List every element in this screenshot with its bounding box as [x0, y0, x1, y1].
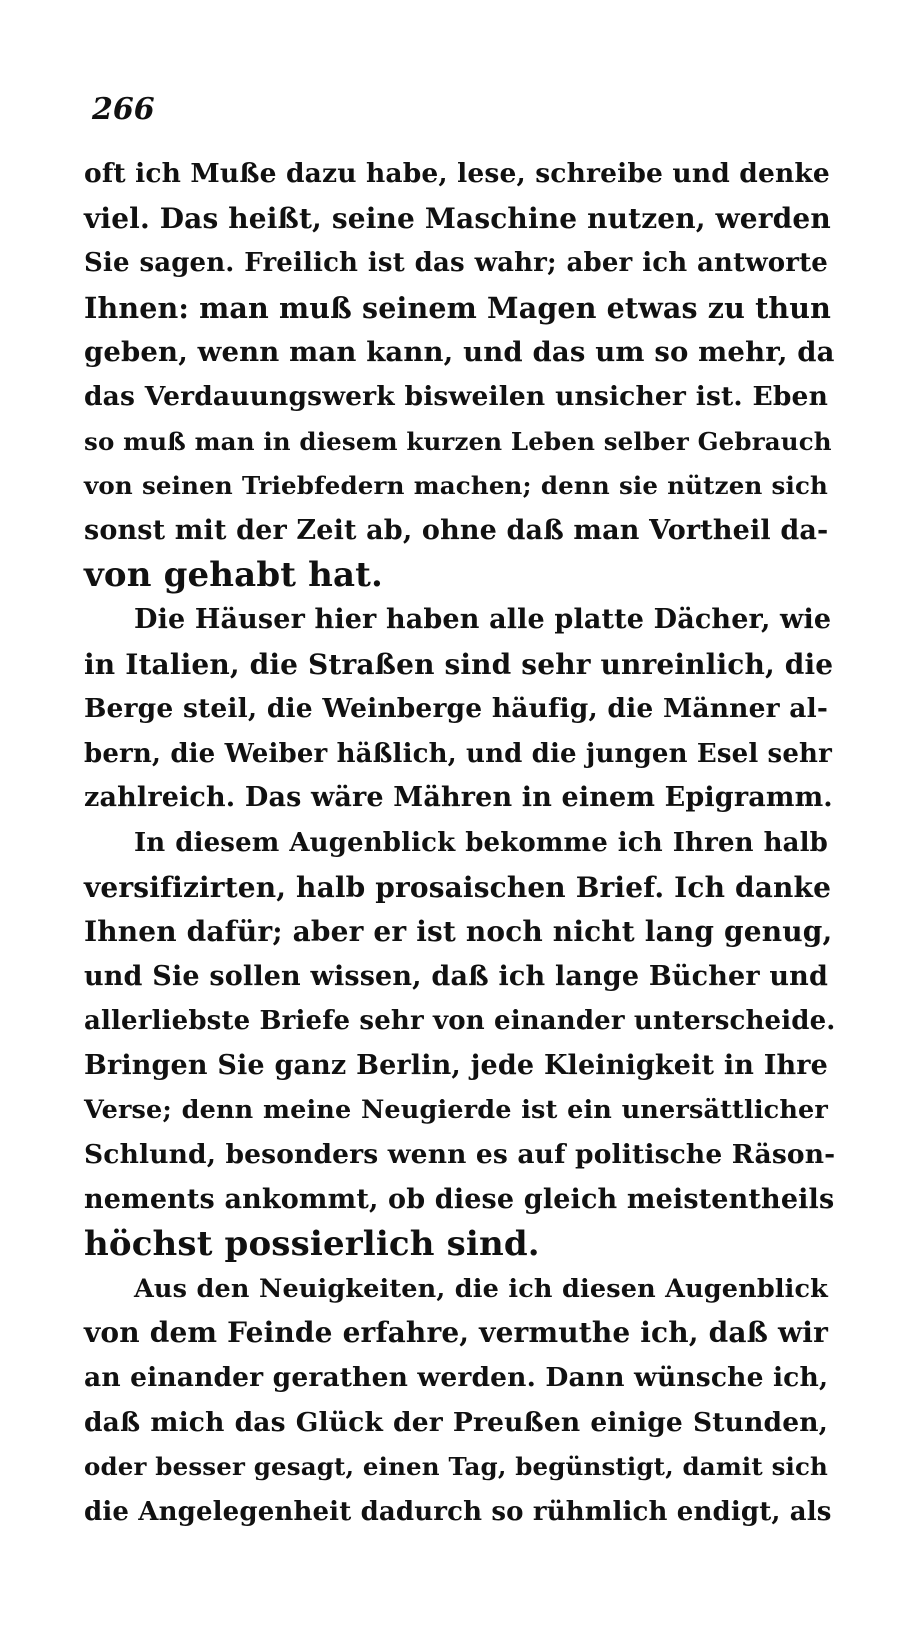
text-line: Schlund, besonders wenn es auf politische Räson- [84, 1139, 836, 1171]
text-line: von dem Feinde erfahre, vermuthe ich, daß wir [84, 1316, 828, 1350]
text-line: das Verdauungswerk bisweilen unsicher ist. Eben [84, 380, 828, 412]
text-line: Die Häuser hier haben alle platte Dächer, wie [134, 603, 832, 635]
text-line: die Angelegenheit dadurch so rühmlich endigt, als [84, 1496, 832, 1527]
text-line: Verse; denn meine Neugierde ist ein unersättlicher [84, 1095, 828, 1126]
text-line: Aus den Neuigkeiten, die ich diesen Augenblick [134, 1273, 828, 1304]
text-line: allerliebste Briefe sehr von einander unterscheide. [84, 1006, 836, 1037]
text-line: von gehabt hat. [84, 555, 384, 596]
text-line: Bringen Sie ganz Berlin, jede Kleinigkeit in Ihre [84, 1049, 828, 1081]
text-line: geben, wenn man kann, und das um so mehr, da [84, 336, 835, 369]
text-line: Sie sagen. Freilich ist das wahr; aber ich antworte [84, 248, 828, 279]
text-line: sonst mit der Zeit ab, ohne daß man Vortheil da- [84, 514, 829, 546]
text-line: oft ich Muße dazu habe, lese, schreibe und denke [84, 158, 830, 189]
page-number: 266 [92, 92, 155, 127]
text-line: daß mich das Glück der Preußen einige Stunden, [84, 1406, 828, 1438]
text-line: nements ankommt, ob diese gleich meistentheils [84, 1183, 835, 1215]
text-line: bern, die Weiber häßlich, und die jungen Esel sehr [84, 738, 832, 769]
text-line: an einander gerathen werden. Dann wünsche ich, [84, 1362, 829, 1394]
text-line: oder besser gesagt, einen Tag, begünstigt, damit sich [84, 1452, 828, 1482]
text-line: Ihnen dafür; aber er ist noch nicht lang genug, [84, 915, 833, 949]
text-line: zahlreich. Das wäre Mähren in einem Epigramm. [84, 782, 833, 814]
text-line: und Sie sollen wissen, daß ich lange Bücher und [84, 960, 828, 992]
text-line: so muß man in diesem kurzen Leben selber Gebrauch [84, 426, 832, 456]
text-line: höchst possierlich sind. [84, 1224, 540, 1265]
body-text [84, 152, 836, 1534]
text-line: viel. Das heißt, seine Maschine nutzen, werden [84, 201, 831, 235]
text-line: Ihnen: man muß seinem Magen etwas zu thun [84, 290, 832, 325]
text-line: in Italien, die Straßen sind sehr unreinlich, die [84, 647, 834, 681]
text-line: In diesem Augenblick bekomme ich Ihren halb [134, 827, 828, 858]
text-line: versifizirten, halb prosaischen Brief. Ich danke [84, 870, 832, 904]
text-line: von seinen Triebfedern machen; denn sie nützen sich [84, 471, 828, 501]
text-line: Berge steil, die Weinberge häufig, die Männer al- [84, 693, 828, 725]
